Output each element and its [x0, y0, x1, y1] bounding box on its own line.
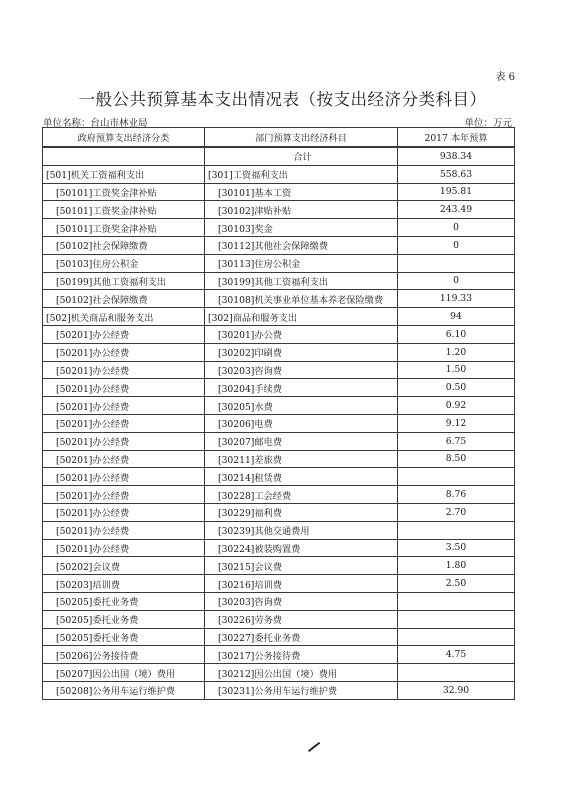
gov-cell: [50101]工资奖金津补贴 [43, 201, 205, 219]
table-row [43, 432, 515, 450]
gov-cell: [50201]办公经费 [43, 468, 205, 486]
gov-cell: [502]机关商品和服务支出 [43, 308, 205, 326]
dept-cell: [30205]水费 [205, 397, 398, 415]
dept-cell: [30206]电费 [205, 414, 398, 432]
column-header-amount: 2017 本年预算 [398, 128, 515, 148]
gov-cell: [50201]办公经费 [43, 450, 205, 468]
dept-cell: [30113]住房公积金 [205, 254, 398, 272]
table-row [43, 343, 515, 361]
pen-mark [308, 742, 320, 752]
dept-cell: [30201]办公费 [205, 325, 398, 343]
amount-cell [398, 610, 515, 628]
gov-cell: [50205]委托业务费 [43, 610, 205, 628]
gov-cell: [50201]办公经费 [43, 397, 205, 415]
gov-cell: [50101]工资奖金津补贴 [43, 219, 205, 237]
dept-cell: [30228]工会经费 [205, 486, 398, 504]
amount-cell [398, 628, 515, 646]
total-row [43, 147, 515, 165]
amount-cell: 4.75 [398, 646, 515, 664]
table-row [43, 628, 515, 646]
gov-cell: [50102]社会保障缴费 [43, 290, 205, 308]
dept-cell: [30227]委托业务费 [205, 628, 398, 646]
table-row [43, 201, 515, 219]
gov-cell: [50201]办公经费 [43, 325, 205, 343]
dept-cell: [30203]咨询费 [205, 592, 398, 610]
dept-cell: [30102]津贴补贴 [205, 201, 398, 219]
table-row [43, 503, 515, 521]
gov-cell: [50205]委托业务费 [43, 628, 205, 646]
amount-cell: 94 [398, 308, 515, 326]
table-row [43, 521, 515, 539]
total-blank [43, 147, 205, 165]
table-row [43, 681, 515, 699]
gov-cell: [50201]办公经费 [43, 343, 205, 361]
unit-measure: 单位：万元 [464, 118, 512, 129]
table-row [43, 575, 515, 593]
gov-cell: [50201]办公经费 [43, 539, 205, 557]
dept-cell: [30211]差旅费 [205, 450, 398, 468]
gov-cell: [501]机关工资福利支出 [43, 165, 205, 183]
table-row [43, 610, 515, 628]
amount-cell: 0 [398, 219, 515, 237]
amount-cell: 1.50 [398, 361, 515, 379]
table-row [43, 254, 515, 272]
column-header-dept: 部门预算支出经济科目 [205, 128, 398, 148]
table-row [43, 325, 515, 343]
table-row [43, 450, 515, 468]
table-row [43, 646, 515, 664]
table-row [43, 414, 515, 432]
dept-cell: [30226]劳务费 [205, 610, 398, 628]
gov-cell: [50205]委托业务费 [43, 592, 205, 610]
amount-cell [398, 468, 515, 486]
table-row [43, 236, 515, 254]
dept-cell: [302]商品和服务支出 [205, 308, 398, 326]
dept-cell: [30224]被装购置费 [205, 539, 398, 557]
amount-cell: 1.20 [398, 343, 515, 361]
table-row [43, 557, 515, 575]
dept-cell: [30217]公务接待费 [205, 646, 398, 664]
dept-cell: [30108]机关事业单位基本养老保险缴费 [205, 290, 398, 308]
page-title: 一般公共预算基本支出情况表（按支出经济分类科目） [78, 90, 487, 109]
table-row [43, 397, 515, 415]
dept-cell: [30212]因公出国（境）费用 [205, 664, 398, 682]
total-label: 合计 [205, 147, 398, 165]
amount-cell [398, 521, 515, 539]
gov-cell: [50201]办公经费 [43, 486, 205, 504]
dept-cell: [30103]奖金 [205, 219, 398, 237]
amount-cell [398, 254, 515, 272]
dept-cell: [30207]邮电费 [205, 432, 398, 450]
table-row [43, 592, 515, 610]
gov-cell: [50202]会议费 [43, 557, 205, 575]
total-value: 938.34 [398, 147, 515, 165]
table-header-row [43, 128, 515, 148]
table-row [43, 664, 515, 682]
dept-cell: [30229]福利费 [205, 503, 398, 521]
dept-cell: [30215]会议费 [205, 557, 398, 575]
table-row [43, 379, 515, 397]
gov-cell: [50208]公务用车运行维护费 [43, 681, 205, 699]
gov-cell: [50201]办公经费 [43, 361, 205, 379]
amount-cell [398, 592, 515, 610]
amount-cell: 8.76 [398, 486, 515, 504]
table-row [43, 468, 515, 486]
gov-cell: [50103]住房公积金 [43, 254, 205, 272]
dept-cell: [30214]租赁费 [205, 468, 398, 486]
budget-table [42, 127, 515, 700]
unit-name: 单位名称：台山市林业局 [43, 118, 148, 129]
amount-cell: 9.12 [398, 414, 515, 432]
amount-cell: 6.10 [398, 325, 515, 343]
gov-cell: [50201]办公经费 [43, 432, 205, 450]
amount-cell: 6.75 [398, 432, 515, 450]
amount-cell: 195.81 [398, 183, 515, 201]
table-row [43, 183, 515, 201]
table-row [43, 539, 515, 557]
gov-cell: [50207]因公出国（境）费用 [43, 664, 205, 682]
amount-cell: 243.49 [398, 201, 515, 219]
dept-cell: [301]工资福利支出 [205, 165, 398, 183]
table-row [43, 219, 515, 237]
gov-cell: [50101]工资奖金津补贴 [43, 183, 205, 201]
gov-cell: [50201]办公经费 [43, 521, 205, 539]
amount-cell: 0 [398, 272, 515, 290]
gov-cell: [50201]办公经费 [43, 379, 205, 397]
amount-cell: 32.90 [398, 681, 515, 699]
dept-cell: [30112]其他社会保障缴费 [205, 236, 398, 254]
table-row [43, 290, 515, 308]
dept-cell: [30231]公务用车运行维护费 [205, 681, 398, 699]
gov-cell: [50201]办公经费 [43, 503, 205, 521]
table-row [43, 486, 515, 504]
dept-cell: [30239]其他交通费用 [205, 521, 398, 539]
dept-cell: [30202]印刷费 [205, 343, 398, 361]
amount-cell: 3.50 [398, 539, 515, 557]
dept-cell: [30216]培训费 [205, 575, 398, 593]
amount-cell: 0.50 [398, 379, 515, 397]
column-header-gov: 政府预算支出经济分类 [43, 128, 205, 148]
gov-cell: [50102]社会保障缴费 [43, 236, 205, 254]
table-number: 表 6 [495, 72, 515, 83]
table-row [43, 308, 515, 326]
amount-cell: 0 [398, 236, 515, 254]
amount-cell: 8.50 [398, 450, 515, 468]
gov-cell: [50201]办公经费 [43, 414, 205, 432]
table-row [43, 272, 515, 290]
gov-cell: [50199]其他工资福利支出 [43, 272, 205, 290]
amount-cell [398, 664, 515, 682]
amount-cell: 2.50 [398, 575, 515, 593]
dept-cell: [30199]其他工资福利支出 [205, 272, 398, 290]
dept-cell: [30101]基本工资 [205, 183, 398, 201]
amount-cell: 558.63 [398, 165, 515, 183]
amount-cell: 119.33 [398, 290, 515, 308]
dept-cell: [30204]手续费 [205, 379, 398, 397]
table-row [43, 165, 515, 183]
amount-cell: 1.80 [398, 557, 515, 575]
amount-cell: 2.70 [398, 503, 515, 521]
gov-cell: [50206]公务接待费 [43, 646, 205, 664]
amount-cell: 0.92 [398, 397, 515, 415]
table-row [43, 361, 515, 379]
gov-cell: [50203]培训费 [43, 575, 205, 593]
dept-cell: [30203]咨询费 [205, 361, 398, 379]
